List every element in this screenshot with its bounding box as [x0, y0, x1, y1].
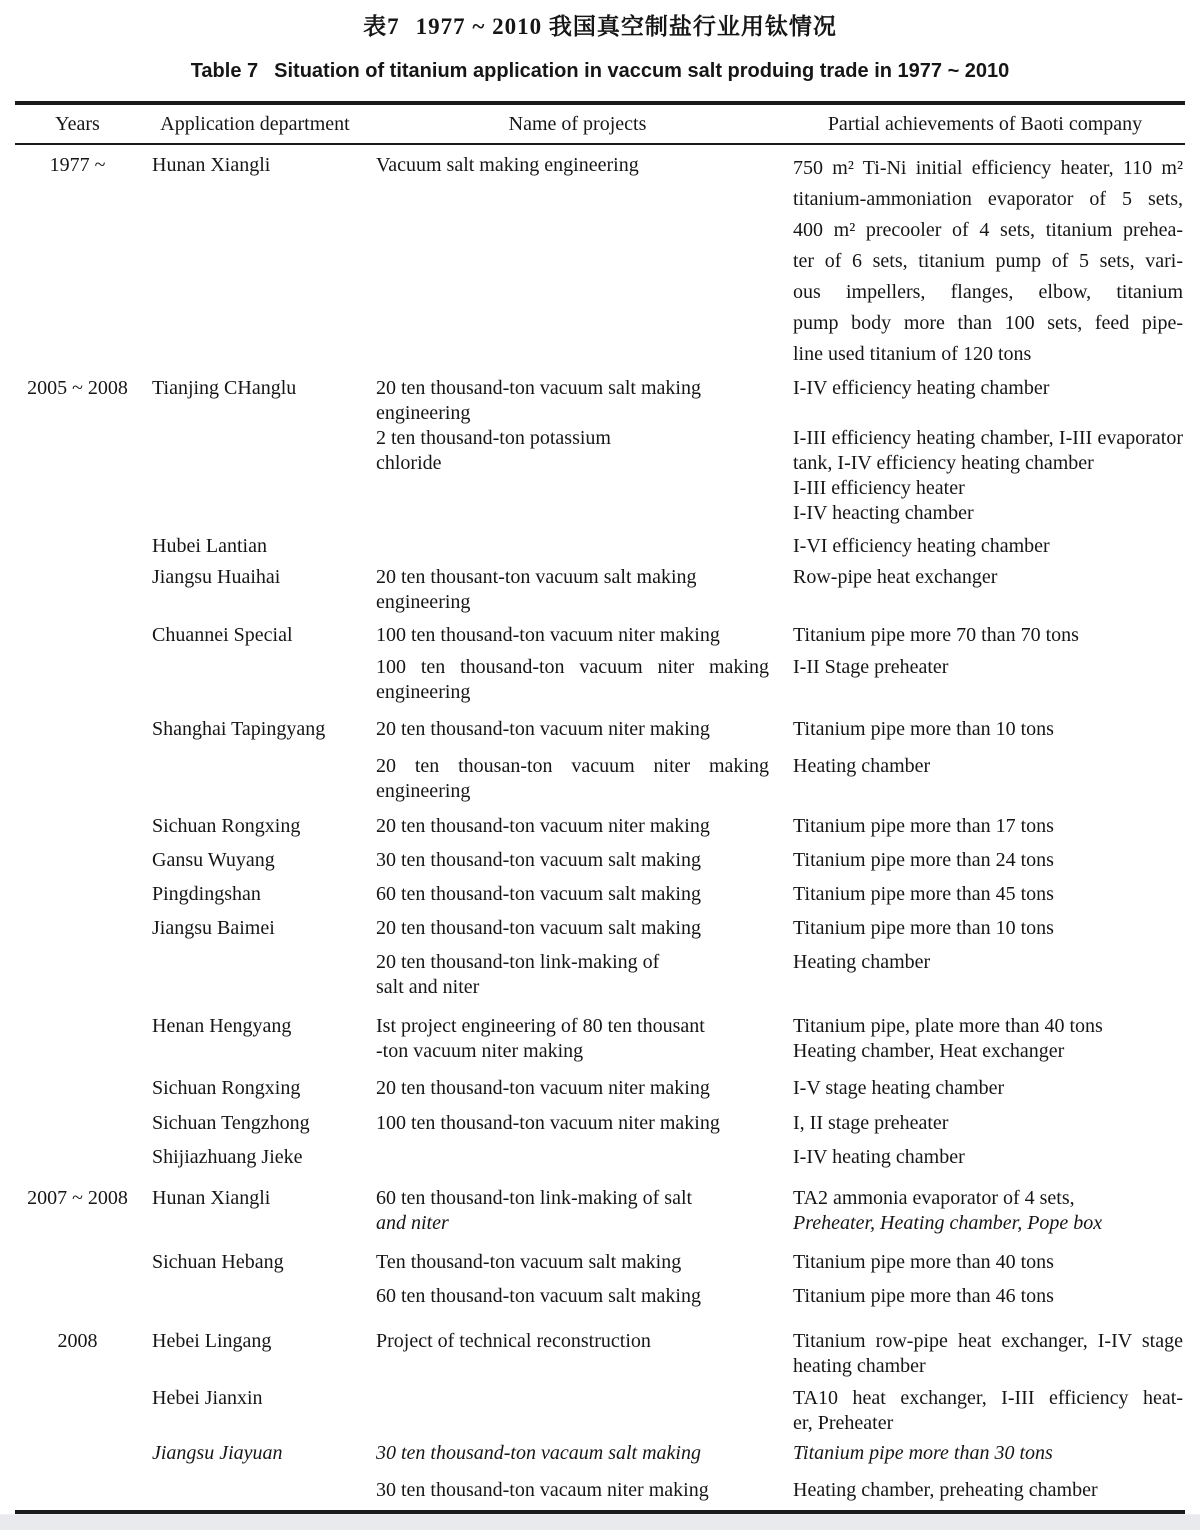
project-cell: [370, 534, 785, 559]
department-cell-line: Hunan Xiangli: [152, 1187, 271, 1209]
department-cell-line: Hebei Jianxin: [152, 1387, 263, 1409]
table-row: [15, 565, 1185, 615]
project-cell-line: 2 ten thousand-ton potassium: [376, 427, 611, 449]
achievement-cell: [785, 882, 1185, 907]
table-row: [15, 1441, 1185, 1466]
department-cell: [140, 623, 370, 648]
department-cell: [140, 717, 370, 742]
project-cell-line: 20 ten thousand-ton vacuum niter making: [376, 1077, 710, 1099]
achievement-cell: [785, 1145, 1185, 1170]
table-title-chinese-text: 1977 ~ 2010 我国真空制盐行业用钛情况: [415, 14, 837, 39]
department-cell-line: Hebei Lingang: [152, 1330, 272, 1352]
achievement-cell-line: Titanium pipe, plate more than 40 tons: [793, 1015, 1103, 1037]
achievement-cell: [785, 1111, 1185, 1136]
project-cell: [370, 565, 785, 615]
project-cell-line: 30 ten thousand-ton vacaum niter making: [376, 1479, 709, 1501]
table-row: [15, 1014, 1185, 1064]
table-row: [15, 717, 1185, 742]
achievement-cell-line: ter of 6 sets, titanium pump of 5 sets, vari-: [793, 250, 1183, 272]
achievement-cell: [785, 717, 1185, 742]
years-cell: [15, 565, 140, 615]
department-cell: [140, 1441, 370, 1466]
table-row: [15, 1250, 1185, 1275]
achievement-cell-line: I-IV heacting chamber: [793, 502, 974, 524]
years-cell: [15, 717, 140, 742]
table-title-chinese-label: 表7: [363, 14, 400, 39]
department-cell: [140, 1386, 370, 1436]
achievement-cell: [785, 376, 1185, 426]
table-row: [15, 534, 1185, 559]
project-cell-line: engineering: [376, 681, 471, 703]
project-cell-line: salt and niter: [376, 976, 480, 998]
project-cell-line: chloride: [376, 452, 442, 474]
achievement-cell: [785, 848, 1185, 873]
project-cell-line: 100 ten thousand-ton vacuum niter making: [376, 656, 769, 678]
department-cell: [140, 1284, 370, 1309]
department-cell: [140, 1329, 370, 1379]
achievement-cell-line: Heating chamber: [793, 951, 931, 973]
table-row: [15, 376, 1185, 426]
project-cell-line: engineering: [376, 402, 471, 424]
years-cell: [15, 534, 140, 559]
department-cell: [140, 655, 370, 705]
years-cell: [15, 1111, 140, 1136]
achievement-cell-line: I-IV heating chamber: [793, 1146, 965, 1168]
table-body: [15, 153, 1185, 1503]
project-cell: [370, 1111, 785, 1136]
department-cell-line: Sichuan Rongxing: [152, 1077, 301, 1099]
years-cell: [15, 1386, 140, 1436]
years-cell: [15, 623, 140, 648]
project-cell: [370, 655, 785, 705]
table-row: [15, 916, 1185, 941]
table-row: [15, 1478, 1185, 1503]
project-cell: [370, 848, 785, 873]
project-cell: [370, 916, 785, 941]
table-title-english-label: Table 7: [190, 60, 259, 82]
project-cell: [370, 1441, 785, 1466]
achievement-cell-line: TA10 heat exchanger, I-III efficiency heat-: [793, 1387, 1183, 1409]
achievement-cell-line: I-IV efficiency heating chamber: [793, 377, 1050, 399]
achievement-cell-line: Row-pipe heat exchanger: [793, 566, 998, 588]
project-cell: [370, 1250, 785, 1275]
achievement-cell-line: line used titanium of 120 tons: [793, 343, 1032, 365]
department-cell-line: Jiangsu Jiayuan: [152, 1442, 283, 1464]
project-cell-line: 60 ten thousand-ton vacuum salt making: [376, 883, 701, 905]
years-cell: [15, 1076, 140, 1101]
achievement-cell: [785, 916, 1185, 941]
department-cell-line: Jiangsu Huaihai: [152, 566, 281, 588]
achievement-cell-line: Titanium pipe more 70 than 70 tons: [793, 624, 1079, 646]
achievement-cell-line: ous impellers, flanges, elbow, titanium: [793, 281, 1183, 303]
department-cell-line: Hunan Xiangli: [152, 154, 271, 176]
years-cell: [15, 754, 140, 804]
project-cell: [370, 1076, 785, 1101]
department-cell-line: Hubei Lantian: [152, 535, 267, 557]
project-cell-line: Ist project engineering of 80 ten thousant: [376, 1015, 705, 1037]
achievement-cell-line: Titanium pipe more than 24 tons: [793, 849, 1054, 871]
achievement-cell-line: Titanium pipe more than 17 tons: [793, 815, 1054, 837]
department-cell: [140, 426, 370, 526]
achievement-cell-line: Titanium pipe more than 10 tons: [793, 718, 1054, 740]
achievement-cell-line: I-III efficiency heating chamber, I-III evaporator: [793, 427, 1183, 449]
achievement-cell: [785, 534, 1185, 559]
achievement-cell-line: Titanium pipe more than 40 tons: [793, 1251, 1054, 1273]
achievement-cell-line: TA2 ammonia evaporator of 4 sets,: [793, 1187, 1075, 1209]
years-cell: [15, 814, 140, 839]
years-cell: [15, 1145, 140, 1170]
project-cell-line: 60 ten thousand-ton vacuum salt making: [376, 1285, 701, 1307]
achievement-cell-line: Titanium pipe more than 46 tons: [793, 1285, 1054, 1307]
achievement-cell-line: Preheater, Heating chamber, Pope box: [793, 1212, 1103, 1234]
department-cell: [140, 1186, 370, 1236]
project-cell: [370, 1478, 785, 1503]
department-cell-line: Henan Hengyang: [152, 1015, 292, 1037]
achievement-cell-line: Titanium pipe more than 10 tons: [793, 917, 1054, 939]
years-cell: [15, 848, 140, 873]
achievement-cell-line: I, II stage preheater: [793, 1112, 949, 1134]
table-row: [15, 1329, 1185, 1379]
data-table: [15, 101, 1185, 1514]
achievement-cell: [785, 950, 1185, 1000]
department-cell-line: Shijiazhuang Jieke: [152, 1146, 303, 1168]
department-cell: [140, 950, 370, 1000]
achievement-cell: [785, 1186, 1185, 1236]
table-title-chinese: [15, 12, 1185, 42]
department-cell-line: Chuannei Special: [152, 624, 293, 646]
years-cell: [15, 1284, 140, 1309]
achievement-cell-line: pump body more than 100 sets, feed pipe-: [793, 312, 1183, 334]
table-row: [15, 1111, 1185, 1136]
years-cell-line: 2008: [57, 1330, 98, 1352]
achievement-cell: [785, 1478, 1185, 1503]
table-row: [15, 1386, 1185, 1436]
achievement-cell-line: Heating chamber: [793, 755, 931, 777]
years-cell: [15, 376, 140, 426]
department-cell-line: Gansu Wuyang: [152, 849, 275, 871]
table-row: [15, 426, 1185, 526]
years-cell-line: 1977 ~: [49, 154, 106, 176]
department-cell: [140, 1111, 370, 1136]
years-cell: [15, 153, 140, 370]
project-cell-line: 20 ten thousand-ton vacuum salt making: [376, 917, 701, 939]
project-cell: [370, 1014, 785, 1064]
project-cell-line: 20 ten thousand-ton vacuum niter making: [376, 815, 710, 837]
years-cell: [15, 1329, 140, 1379]
achievement-cell: [785, 1250, 1185, 1275]
project-cell: [370, 1284, 785, 1309]
achievement-cell: [785, 655, 1185, 705]
project-cell-line: Ten thousand-ton vacuum salt making: [376, 1251, 682, 1273]
years-cell: [15, 916, 140, 941]
department-cell: [140, 814, 370, 839]
achievement-cell-line: Titanium pipe more than 45 tons: [793, 883, 1054, 905]
years-cell: [15, 950, 140, 1000]
years-cell-line: 2007 ~ 2008: [27, 1187, 128, 1209]
project-cell: [370, 814, 785, 839]
achievement-cell-line: Heating chamber, Heat exchanger: [793, 1040, 1065, 1062]
project-cell: [370, 717, 785, 742]
table-row: [15, 623, 1185, 648]
project-cell-line: 100 ten thousand-ton vacuum niter making: [376, 1112, 720, 1134]
department-cell: [140, 153, 370, 370]
table-row: [15, 882, 1185, 907]
project-cell-line: 30 ten thousand-ton vacaum salt making: [376, 1442, 701, 1464]
project-cell-line: 20 ten thousand-ton vacuum niter making: [376, 718, 710, 740]
page-edge-bar: [0, 1514, 1200, 1530]
achievement-cell-line: heating chamber: [793, 1355, 926, 1377]
table-row: [15, 1284, 1185, 1309]
project-cell: [370, 1329, 785, 1379]
table-row: [15, 153, 1185, 370]
achievement-cell: [785, 565, 1185, 615]
achievement-cell-line: I-II Stage preheater: [793, 656, 949, 678]
achievement-cell-line: 750 m² Ti-Ni initial efficiency heater, 110 m²: [793, 157, 1183, 179]
achievement-cell: [785, 1386, 1185, 1436]
years-cell: [15, 1250, 140, 1275]
department-cell: [140, 754, 370, 804]
department-cell: [140, 916, 370, 941]
table-row: [15, 655, 1185, 705]
department-cell: [140, 1014, 370, 1064]
years-cell: [15, 1478, 140, 1503]
achievement-cell-line: I-V stage heating chamber: [793, 1077, 1005, 1099]
project-cell-line: engineering: [376, 780, 471, 802]
column-header-name-of-projects: Name of projects: [508, 113, 647, 135]
project-cell: [370, 623, 785, 648]
project-cell: [370, 1145, 785, 1170]
achievement-cell: [785, 153, 1185, 370]
achievement-cell-line: 400 m² precooler of 4 sets, titanium prehea-: [793, 219, 1183, 241]
table-row: [15, 1076, 1185, 1101]
achievement-cell-line: Titanium row-pipe heat exchanger, I-IV stage: [793, 1330, 1183, 1352]
project-cell-line: 30 ten thousand-ton vacuum salt making: [376, 849, 701, 871]
project-cell: [370, 1386, 785, 1436]
column-header-application-department: Application department: [160, 113, 350, 135]
project-cell: [370, 1186, 785, 1236]
department-cell: [140, 1076, 370, 1101]
achievement-cell-line: Titanium pipe more than 30 tons: [793, 1442, 1053, 1464]
department-cell-line: Sichuan Tengzhong: [152, 1112, 310, 1134]
department-cell: [140, 534, 370, 559]
project-cell-line: and niter: [376, 1212, 449, 1234]
years-cell: [15, 1186, 140, 1236]
table-title-english-text: Situation of titanium application in vaccum salt produing trade in 1977 ~ 2010: [274, 60, 1010, 82]
table-header-row: [15, 101, 1185, 145]
achievement-cell-line: I-VI efficiency heating chamber: [793, 535, 1050, 557]
project-cell-line: 100 ten thousand-ton vacuum niter making: [376, 624, 720, 646]
achievement-cell: [785, 1014, 1185, 1064]
achievement-cell: [785, 754, 1185, 804]
table-row: [15, 1186, 1185, 1236]
project-cell-line: Project of technical reconstruction: [376, 1330, 651, 1352]
achievement-cell-line: I-III efficiency heater: [793, 477, 965, 499]
achievement-cell: [785, 623, 1185, 648]
achievement-cell: [785, 1284, 1185, 1309]
project-cell-line: 20 ten thousand-ton link-making of: [376, 951, 660, 973]
achievement-cell-line: tank, I-IV efficiency heating chamber: [793, 452, 1094, 474]
years-cell: [15, 426, 140, 526]
project-cell: [370, 882, 785, 907]
achievement-cell: [785, 1329, 1185, 1379]
column-header-years: Years: [55, 113, 100, 135]
years-cell: [15, 655, 140, 705]
department-cell: [140, 1478, 370, 1503]
years-cell: [15, 1014, 140, 1064]
department-cell-line: Sichuan Hebang: [152, 1251, 284, 1273]
project-cell: [370, 426, 785, 526]
project-cell: [370, 376, 785, 426]
project-cell: [370, 754, 785, 804]
achievement-cell-line: titanium-ammoniation evaporator of 5 sets,: [793, 188, 1183, 210]
department-cell: [140, 882, 370, 907]
table-row: [15, 754, 1185, 804]
project-cell-line: 60 ten thousand-ton link-making of salt: [376, 1187, 693, 1209]
achievement-cell: [785, 426, 1185, 526]
table-row: [15, 1145, 1185, 1170]
project-cell: [370, 153, 785, 370]
project-cell-line: -ton vacuum niter making: [376, 1040, 584, 1062]
table-row: [15, 950, 1185, 1000]
project-cell-line: 20 ten thousant-ton vacuum salt making: [376, 566, 697, 588]
table-title-english: [15, 58, 1185, 84]
years-cell: [15, 882, 140, 907]
years-cell-line: 2005 ~ 2008: [27, 377, 128, 399]
department-cell: [140, 376, 370, 426]
table-row: [15, 848, 1185, 873]
achievement-cell-line: er, Preheater: [793, 1412, 894, 1434]
department-cell-line: Tianjing CHanglu: [152, 377, 297, 399]
achievement-cell: [785, 814, 1185, 839]
department-cell: [140, 1145, 370, 1170]
department-cell-line: Shanghai Tapingyang: [152, 718, 326, 740]
achievement-cell: [785, 1076, 1185, 1101]
achievement-cell: [785, 1441, 1185, 1466]
department-cell-line: Sichuan Rongxing: [152, 815, 301, 837]
department-cell: [140, 848, 370, 873]
project-cell-line: engineering: [376, 591, 471, 613]
table-row: [15, 814, 1185, 839]
project-cell: [370, 950, 785, 1000]
department-cell-line: Jiangsu Baimei: [152, 917, 275, 939]
department-cell-line: Pingdingshan: [152, 883, 261, 905]
department-cell: [140, 565, 370, 615]
department-cell: [140, 1250, 370, 1275]
project-cell-line: Vacuum salt making engineering: [376, 154, 639, 176]
column-header-partial-achievements: Partial achievements of Baoti company: [827, 113, 1143, 135]
years-cell: [15, 1441, 140, 1466]
achievement-cell-line: Heating chamber, preheating chamber: [793, 1479, 1098, 1501]
project-cell-line: 20 ten thousan-ton vacuum niter making: [376, 755, 769, 777]
project-cell-line: 20 ten thousand-ton vacuum salt making: [376, 377, 701, 399]
